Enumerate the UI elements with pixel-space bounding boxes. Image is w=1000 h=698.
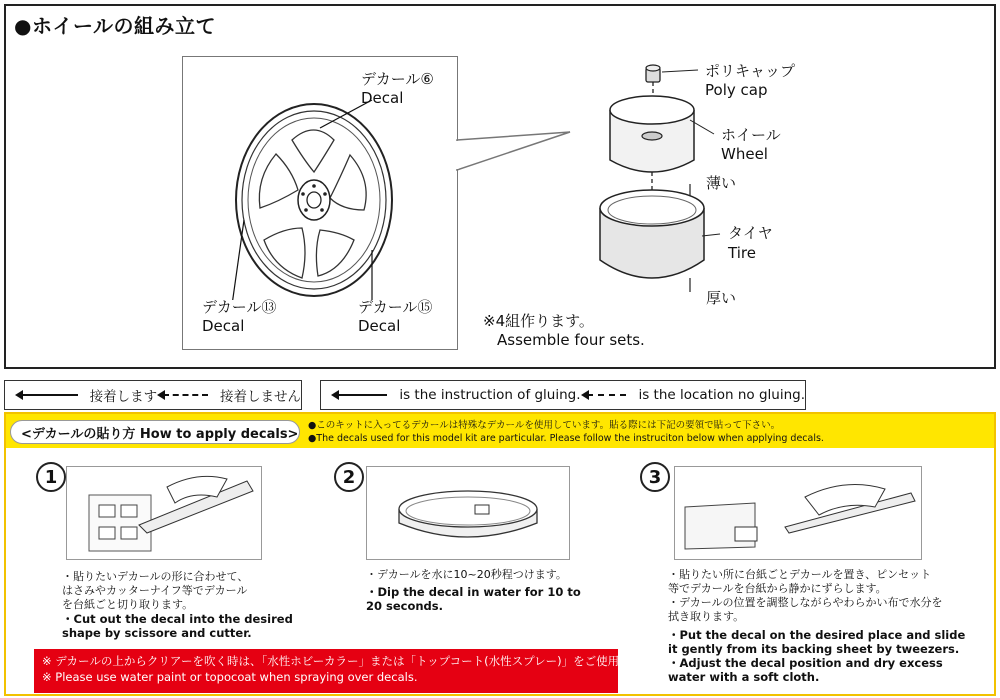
callout-pointer	[455, 110, 575, 200]
spray-warning-box	[34, 649, 666, 693]
dashed-arrow-icon	[587, 394, 627, 396]
step-1-text-en: ・Cut out the decal into the desired shape by scissore and cutter.	[62, 612, 293, 640]
decal-15-label-jp: デカール⑮	[358, 298, 433, 316]
step-2-text-en: ・Dip the decal in water for 10 to 20 seconds.	[366, 585, 581, 613]
step-2-number: 2	[334, 462, 364, 492]
decal-13-label-jp: デカール⑬	[202, 298, 277, 316]
step-3-text-en: ・Put the decal on the desired place and slide it gently from its backing sheet by tweezers. ・Adjust the decal position and dry excess water with a soft cloth.	[668, 628, 966, 684]
gluing-legend-en	[320, 380, 806, 410]
step-1-number: 1	[36, 462, 66, 492]
step-3-illustration	[674, 466, 922, 560]
step-2-text-jp: ・デカールを水に10~20秒程つけます。	[366, 568, 567, 581]
wheel-face-illustration	[222, 100, 402, 300]
step-3-number: 3	[640, 462, 670, 492]
spray-warning-jp: ※ デカールの上からクリアーを吹く時は、「水性ホビーカラー」または「トップコート(水性スプレー)」をご使用下さい。	[42, 654, 666, 668]
four-sets-note-jp: ※4組作ります。	[483, 312, 594, 330]
decal-section-title: <デカールの貼り方 How to apply decals>	[10, 420, 300, 444]
thin-side-label: 薄い	[706, 174, 737, 192]
wheel-label-jp: ホイール	[721, 126, 781, 144]
wheel-label-en: Wheel	[721, 145, 768, 163]
decal-6-label-jp: デカール⑥	[361, 70, 434, 88]
thick-side-label: 厚い	[706, 289, 737, 307]
glue-text-en: is the instruction of gluing.	[399, 387, 581, 403]
polycap-label-jp: ポリキャップ	[705, 62, 796, 80]
step-1-text-jp: ・貼りたいデカールの形に合わせて、 はさみやカッターナイフ等でデカール を台紙ごと切り取ります。	[62, 570, 249, 611]
solid-arrow-icon	[337, 394, 387, 396]
polycap-label-en: Poly cap	[705, 81, 768, 99]
solid-arrow-icon	[21, 394, 78, 396]
decal-15-label-en: Decal	[358, 317, 401, 335]
decal-6-label-en: Decal	[361, 89, 404, 107]
step-1-illustration	[66, 466, 262, 560]
noglue-text-jp: 接着しません	[220, 389, 301, 405]
glue-text-jp: 接着します	[89, 389, 158, 405]
decal-note-jp: ●このキットに入ってるデカールは特殊なデカールを使用しています。貼る際には下記の要領で貼って下さい。	[308, 420, 781, 431]
decal-13-label-en: Decal	[202, 317, 245, 335]
four-sets-note-en: Assemble four sets.	[497, 331, 645, 349]
spray-warning-en: ※ Please use water paint or topocoat when spraying over decals.	[42, 670, 418, 684]
tire-label-en: Tire	[728, 244, 756, 262]
noglue-text-en: is the location no gluing.	[638, 387, 805, 403]
decal-note-en: ●The decals used for this model kit are particular. Please follow the instruciton below when applying decals.	[308, 433, 824, 444]
section-title: ●ホイールの組み立て	[14, 14, 217, 38]
gluing-legend-jp	[4, 380, 302, 410]
dashed-arrow-icon	[163, 394, 208, 396]
step-3-text-jp: ・貼りたい所に台紙ごとデカールを置き、ピンセット 等でデカールを台紙から静かにずらします。 ・デカールの位置を調整しながらやわらかい布で水分を 拭き取ります。	[668, 568, 943, 623]
tire-label-jp: タイヤ	[728, 224, 773, 242]
step-2-illustration	[366, 466, 570, 560]
